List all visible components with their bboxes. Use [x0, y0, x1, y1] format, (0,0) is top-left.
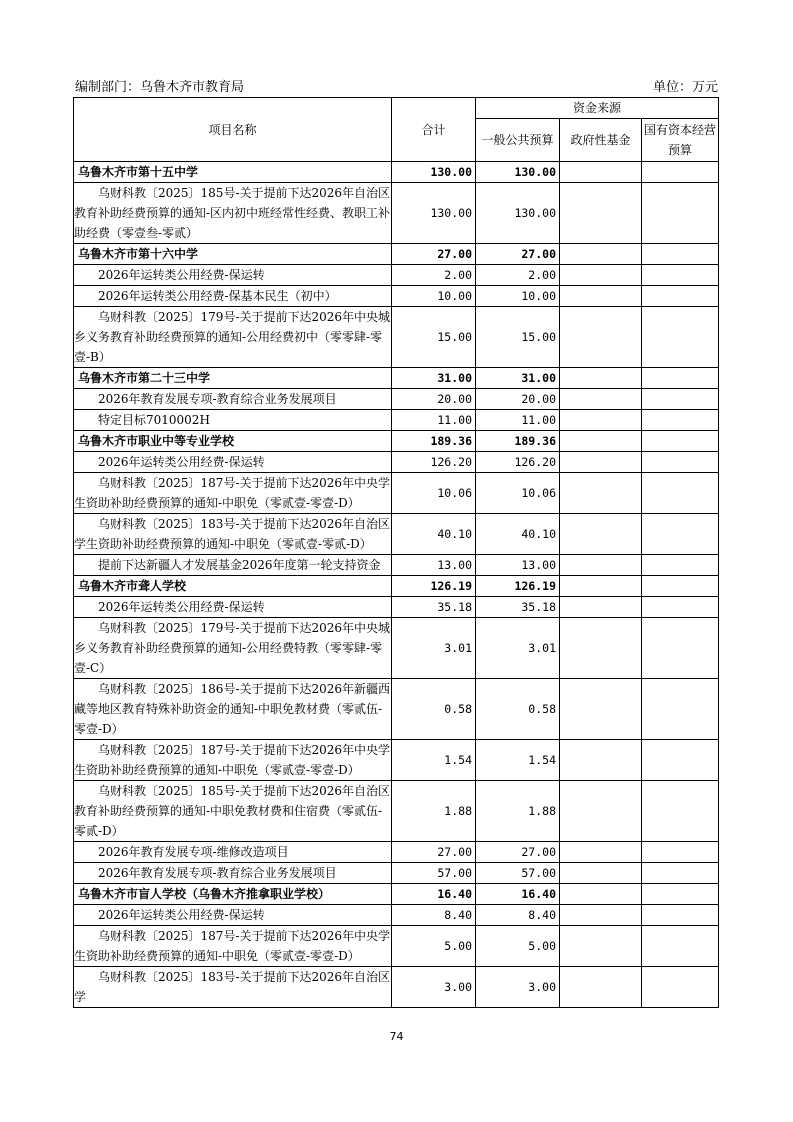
- row-total-cell: 2.00: [392, 265, 476, 286]
- row-total-cell: 1.88: [392, 781, 476, 842]
- row-total-cell: 27.00: [392, 244, 476, 265]
- project-item-row: [74, 514, 719, 555]
- row-general-budget-cell: 15.00: [476, 307, 560, 368]
- col-header-gov-fund: 政府性基金: [560, 119, 642, 162]
- row-general-budget-cell: 11.00: [476, 410, 560, 431]
- row-gov-fund-cell: [560, 368, 642, 389]
- project-item-row: [74, 265, 719, 286]
- row-name-cell: 乌财科教〔2025〕183号-关于提前下达2026年自治区学: [74, 967, 392, 1008]
- row-name-cell: 乌鲁木齐市第十六中学: [74, 244, 392, 265]
- row-soe-budget-cell: [642, 740, 719, 781]
- row-general-budget-cell: 8.40: [476, 905, 560, 926]
- row-name-cell: 乌财科教〔2025〕183号-关于提前下达2026年自治区学生资助补助经费预算的通知-中职免（零贰壹-零贰-D）: [74, 514, 392, 555]
- row-gov-fund-cell: [560, 576, 642, 597]
- row-soe-budget-cell: [642, 368, 719, 389]
- row-general-budget-cell: 126.20: [476, 452, 560, 473]
- row-general-budget-cell: 35.18: [476, 597, 560, 618]
- table-body: [74, 162, 719, 1008]
- project-item-row: [74, 410, 719, 431]
- row-total-cell: 8.40: [392, 905, 476, 926]
- row-gov-fund-cell: [560, 452, 642, 473]
- row-gov-fund-cell: [560, 265, 642, 286]
- project-item-row: [74, 842, 719, 863]
- school-group-row: [74, 431, 719, 452]
- row-name-cell: 乌鲁木齐市第二十三中学: [74, 368, 392, 389]
- row-soe-budget-cell: [642, 618, 719, 679]
- row-total-cell: 40.10: [392, 514, 476, 555]
- row-gov-fund-cell: [560, 740, 642, 781]
- row-gov-fund-cell: [560, 162, 642, 183]
- project-item-row: [74, 597, 719, 618]
- row-total-cell: 10.06: [392, 473, 476, 514]
- row-name-cell: 特定目标7010002H: [74, 410, 392, 431]
- row-name-cell: 提前下达新疆人才发展基金2026年度第一轮支持资金: [74, 555, 392, 576]
- row-general-budget-cell: 57.00: [476, 863, 560, 884]
- row-soe-budget-cell: [642, 410, 719, 431]
- row-name-cell: 2026年运转类公用经费-保运转: [74, 452, 392, 473]
- row-gov-fund-cell: [560, 244, 642, 265]
- row-total-cell: 10.00: [392, 286, 476, 307]
- project-item-row: [74, 555, 719, 576]
- row-total-cell: 15.00: [392, 307, 476, 368]
- row-name-cell: 2026年运转类公用经费-保基本民生（初中）: [74, 286, 392, 307]
- row-name-cell: 乌鲁木齐市聋人学校: [74, 576, 392, 597]
- row-general-budget-cell: 40.10: [476, 514, 560, 555]
- row-soe-budget-cell: [642, 679, 719, 740]
- row-soe-budget-cell: [642, 389, 719, 410]
- row-general-budget-cell: 189.36: [476, 431, 560, 452]
- row-name-cell: 乌鲁木齐市职业中等专业学校: [74, 431, 392, 452]
- row-general-budget-cell: 130.00: [476, 183, 560, 244]
- row-gov-fund-cell: [560, 307, 642, 368]
- row-soe-budget-cell: [642, 431, 719, 452]
- row-total-cell: 27.00: [392, 842, 476, 863]
- row-gov-fund-cell: [560, 905, 642, 926]
- row-total-cell: 13.00: [392, 555, 476, 576]
- row-general-budget-cell: 10.06: [476, 473, 560, 514]
- row-general-budget-cell: 10.00: [476, 286, 560, 307]
- row-gov-fund-cell: [560, 679, 642, 740]
- row-gov-fund-cell: [560, 618, 642, 679]
- row-general-budget-cell: 3.01: [476, 618, 560, 679]
- page-number: 74: [389, 1030, 404, 1043]
- col-header-soe: [642, 119, 719, 162]
- row-soe-budget-cell: [642, 884, 719, 905]
- row-general-budget-cell: 31.00: [476, 368, 560, 389]
- row-gov-fund-cell: [560, 597, 642, 618]
- row-name-cell: 乌鲁木齐市第十五中学: [74, 162, 392, 183]
- table-header: [74, 98, 719, 162]
- row-total-cell: 11.00: [392, 410, 476, 431]
- row-gov-fund-cell: [560, 781, 642, 842]
- budget-table: [73, 97, 719, 1008]
- col-header-general: 一般公共预算: [476, 119, 560, 162]
- school-group-row: [74, 162, 719, 183]
- row-soe-budget-cell: [642, 162, 719, 183]
- row-total-cell: 35.18: [392, 597, 476, 618]
- project-item-row: [74, 389, 719, 410]
- row-soe-budget-cell: [642, 905, 719, 926]
- row-name-cell: 2026年运转类公用经费-保运转: [74, 905, 392, 926]
- row-general-budget-cell: 1.54: [476, 740, 560, 781]
- row-total-cell: 3.00: [392, 967, 476, 1008]
- row-general-budget-cell: 3.00: [476, 967, 560, 1008]
- row-total-cell: 1.54: [392, 740, 476, 781]
- row-soe-budget-cell: [642, 265, 719, 286]
- project-item-row: [74, 452, 719, 473]
- row-name-cell: 乌财科教〔2025〕187号-关于提前下达2026年中央学生资助补助经费预算的通知-中职免（零贰壹-零壹-D）: [74, 473, 392, 514]
- row-total-cell: 16.40: [392, 884, 476, 905]
- school-group-row: [74, 576, 719, 597]
- row-general-budget-cell: 27.00: [476, 244, 560, 265]
- project-item-row: [74, 863, 719, 884]
- row-soe-budget-cell: [642, 926, 719, 967]
- row-soe-budget-cell: [642, 244, 719, 265]
- row-soe-budget-cell: [642, 597, 719, 618]
- project-item-row: [74, 781, 719, 842]
- row-gov-fund-cell: [560, 514, 642, 555]
- col-header-source: 资金来源: [476, 98, 719, 119]
- row-name-cell: 2026年运转类公用经费-保运转: [74, 597, 392, 618]
- row-gov-fund-cell: [560, 842, 642, 863]
- row-name-cell: 乌财科教〔2025〕185号-关于提前下达2026年自治区教育补助经费预算的通知-中职免教材费和住宿费（零贰伍-零贰-D）: [74, 781, 392, 842]
- row-total-cell: 20.00: [392, 389, 476, 410]
- row-gov-fund-cell: [560, 431, 642, 452]
- row-soe-budget-cell: [642, 183, 719, 244]
- row-name-cell: 2026年教育发展专项-教育综合业务发展项目: [74, 389, 392, 410]
- project-item-row: [74, 967, 719, 1008]
- row-soe-budget-cell: [642, 863, 719, 884]
- row-name-cell: 乌财科教〔2025〕187号-关于提前下达2026年中央学生资助补助经费预算的通知-中职免（零贰壹-零壹-D）: [74, 926, 392, 967]
- row-soe-budget-cell: [642, 473, 719, 514]
- row-name-cell: 2026年运转类公用经费-保运转: [74, 265, 392, 286]
- row-total-cell: 31.00: [392, 368, 476, 389]
- row-general-budget-cell: 126.19: [476, 576, 560, 597]
- row-gov-fund-cell: [560, 389, 642, 410]
- row-name-cell: 乌财科教〔2025〕179号-关于提前下达2026年中央城乡义务教育补助经费预算的通知-公用经费初中（零零肆-零壹-B）: [74, 307, 392, 368]
- project-item-row: [74, 679, 719, 740]
- row-gov-fund-cell: [560, 884, 642, 905]
- project-item-row: [74, 183, 719, 244]
- row-total-cell: 130.00: [392, 183, 476, 244]
- row-name-cell: 2026年教育发展专项-维修改造项目: [74, 842, 392, 863]
- school-group-row: [74, 244, 719, 265]
- row-general-budget-cell: 2.00: [476, 265, 560, 286]
- project-item-row: [74, 905, 719, 926]
- row-gov-fund-cell: [560, 473, 642, 514]
- row-gov-fund-cell: [560, 410, 642, 431]
- project-item-row: [74, 473, 719, 514]
- row-total-cell: 189.36: [392, 431, 476, 452]
- row-gov-fund-cell: [560, 926, 642, 967]
- unit-label: 单位：万元: [652, 80, 718, 95]
- row-total-cell: 3.01: [392, 618, 476, 679]
- row-general-budget-cell: 16.40: [476, 884, 560, 905]
- row-name-cell: 2026年教育发展专项-教育综合业务发展项目: [74, 863, 392, 884]
- department-label: 编制部门：乌鲁木齐市教育局: [75, 80, 245, 95]
- row-total-cell: 5.00: [392, 926, 476, 967]
- project-item-row: [74, 926, 719, 967]
- row-total-cell: 57.00: [392, 863, 476, 884]
- school-group-row: [74, 884, 719, 905]
- row-general-budget-cell: 13.00: [476, 555, 560, 576]
- row-name-cell: 乌财科教〔2025〕187号-关于提前下达2026年中央学生资助补助经费预算的通知-中职免（零贰壹-零壹-D）: [74, 740, 392, 781]
- row-general-budget-cell: 5.00: [476, 926, 560, 967]
- project-item-row: [74, 307, 719, 368]
- row-total-cell: 130.00: [392, 162, 476, 183]
- project-item-row: [74, 740, 719, 781]
- row-soe-budget-cell: [642, 781, 719, 842]
- col-header-soe-line1: 国有资本经营: [644, 123, 717, 137]
- row-soe-budget-cell: [642, 576, 719, 597]
- project-item-row: [74, 618, 719, 679]
- row-total-cell: 0.58: [392, 679, 476, 740]
- row-gov-fund-cell: [560, 183, 642, 244]
- row-gov-fund-cell: [560, 967, 642, 1008]
- row-soe-budget-cell: [642, 967, 719, 1008]
- col-header-name: 项目名称: [74, 98, 392, 162]
- col-header-soe-line2: 预算: [668, 143, 693, 157]
- row-soe-budget-cell: [642, 307, 719, 368]
- row-soe-budget-cell: [642, 842, 719, 863]
- row-name-cell: 乌财科教〔2025〕185号-关于提前下达2026年自治区教育补助经费预算的通知-区内初中班经常性经费、教职工补助经费（零壹叁-零贰）: [74, 183, 392, 244]
- row-soe-budget-cell: [642, 555, 719, 576]
- row-total-cell: 126.19: [392, 576, 476, 597]
- row-soe-budget-cell: [642, 514, 719, 555]
- row-name-cell: 乌鲁木齐市盲人学校（乌鲁木齐推拿职业学校）: [74, 884, 392, 905]
- row-total-cell: 126.20: [392, 452, 476, 473]
- row-general-budget-cell: 1.88: [476, 781, 560, 842]
- row-name-cell: 乌财科教〔2025〕179号-关于提前下达2026年中央城乡义务教育补助经费预算的通知-公用经费特教（零零肆-零壹-C）: [74, 618, 392, 679]
- row-gov-fund-cell: [560, 863, 642, 884]
- row-soe-budget-cell: [642, 286, 719, 307]
- col-header-total: 合计: [392, 98, 476, 162]
- row-soe-budget-cell: [642, 452, 719, 473]
- row-gov-fund-cell: [560, 286, 642, 307]
- row-general-budget-cell: 130.00: [476, 162, 560, 183]
- row-name-cell: 乌财科教〔2025〕186号-关于提前下达2026年新疆西藏等地区教育特殊补助资金的通知-中职免教材费（零贰伍-零壹-D）: [74, 679, 392, 740]
- row-gov-fund-cell: [560, 555, 642, 576]
- school-group-row: [74, 368, 719, 389]
- row-general-budget-cell: 27.00: [476, 842, 560, 863]
- project-item-row: [74, 286, 719, 307]
- row-general-budget-cell: 0.58: [476, 679, 560, 740]
- row-general-budget-cell: 20.00: [476, 389, 560, 410]
